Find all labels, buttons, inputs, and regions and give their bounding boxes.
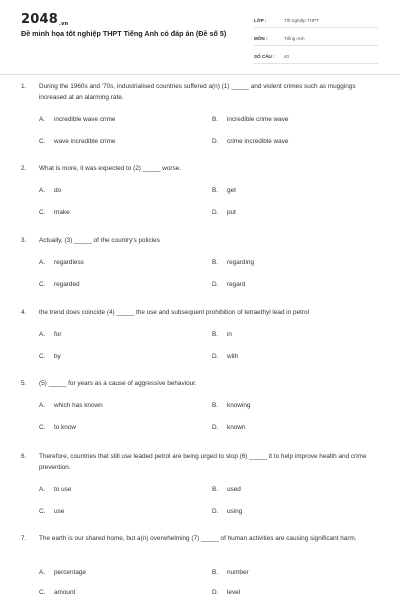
option-d[interactable] xyxy=(212,508,242,515)
option-text: to know xyxy=(54,424,77,431)
question-number: 7. xyxy=(21,535,27,542)
meta-row-class xyxy=(254,13,378,28)
logo-suffix: .vn xyxy=(58,21,69,27)
document-title: Đề minh họa tốt nghiệp THPT Tiếng Anh có đáp án (Đề số 5) xyxy=(21,29,227,38)
option-d[interactable] xyxy=(212,138,288,145)
option-letter: A. xyxy=(39,402,46,409)
option-text: regard xyxy=(227,281,246,288)
option-b[interactable] xyxy=(212,569,249,576)
option-text: put xyxy=(227,209,236,216)
question-number: 1. xyxy=(21,83,27,90)
question-text: What is more, it was expected to (2) _____ worse. xyxy=(39,165,182,172)
option-letter: A. xyxy=(39,569,46,576)
option-b[interactable] xyxy=(212,187,236,194)
question-7 xyxy=(21,533,381,544)
question-text: During the 1960s and '70s, industrialised countries suffered a(n) (1) _____ and violent crimes such as muggings increased at an alarming rate. xyxy=(39,83,356,101)
option-letter: D. xyxy=(212,138,219,145)
option-text: with xyxy=(227,353,239,360)
logo-text: 2048 xyxy=(21,12,58,27)
question-text: (5) _____ for years as a cause of aggressive behaviour. xyxy=(39,380,197,387)
option-text: using xyxy=(227,508,243,515)
question-text: The earth is our shared home, but a(n) overwhelming (7) _____ of human activities are causing significant harm. xyxy=(39,535,357,542)
option-text: incredible wave crime xyxy=(54,116,116,123)
option-letter: B. xyxy=(212,331,219,338)
option-text: make xyxy=(54,209,70,216)
option-text: crime incredible wave xyxy=(227,138,289,145)
header-divider xyxy=(0,74,400,75)
option-text: amount xyxy=(54,589,76,596)
question-3 xyxy=(21,235,381,246)
option-text: used xyxy=(227,486,241,493)
option-b[interactable] xyxy=(212,259,254,266)
option-letter: B. xyxy=(212,187,219,194)
option-letter: D. xyxy=(212,508,219,515)
meta-info xyxy=(254,13,378,67)
option-c[interactable] xyxy=(39,138,115,145)
option-text: known xyxy=(227,424,246,431)
option-letter: A. xyxy=(39,486,46,493)
option-letter: A. xyxy=(39,187,46,194)
option-text: level xyxy=(227,589,241,596)
option-d[interactable] xyxy=(212,424,245,431)
option-text: knowing xyxy=(227,402,251,409)
option-text: use xyxy=(54,508,65,515)
option-letter: A. xyxy=(39,331,46,338)
option-letter: C. xyxy=(39,209,46,216)
question-text: Therefore, countries that still use leaded petrol are being urged to stop (6) _____ it to help improve health and crime prevention. xyxy=(39,453,367,471)
option-c[interactable] xyxy=(39,281,80,288)
option-text: regarding xyxy=(227,259,255,266)
option-text: incredible crime wave xyxy=(227,116,289,123)
option-text: get xyxy=(227,187,236,194)
option-letter: A. xyxy=(39,116,46,123)
option-letter: C. xyxy=(39,281,46,288)
option-letter: D. xyxy=(212,281,219,288)
option-text: which has known xyxy=(54,402,103,409)
option-text: percentage xyxy=(54,569,86,576)
option-text: by xyxy=(54,353,61,360)
option-b[interactable] xyxy=(212,116,288,123)
question-number: 5. xyxy=(21,380,27,387)
option-d[interactable] xyxy=(212,209,236,216)
option-c[interactable] xyxy=(39,353,61,360)
meta-label: MÔN : xyxy=(254,35,268,41)
option-letter: B. xyxy=(212,486,219,493)
option-letter: D. xyxy=(212,424,219,431)
option-a[interactable] xyxy=(39,569,86,576)
question-5 xyxy=(21,378,381,389)
option-b[interactable] xyxy=(212,486,241,493)
site-logo[interactable] xyxy=(21,12,68,27)
option-a[interactable] xyxy=(39,402,103,409)
meta-value: Tốt nghiệp THPT xyxy=(284,17,319,23)
question-number: 2. xyxy=(21,165,27,172)
option-letter: C. xyxy=(39,424,46,431)
option-d[interactable] xyxy=(212,353,238,360)
option-letter: B. xyxy=(212,402,219,409)
question-text: Actually, (3) _____ of the country's policies xyxy=(39,237,160,244)
option-letter: C. xyxy=(39,138,46,145)
option-d[interactable] xyxy=(212,589,240,596)
option-b[interactable] xyxy=(212,331,232,338)
question-number: 6. xyxy=(21,453,27,460)
question-text: the trend does coincide (4) _____ the use and subsequent prohibition of tetraethyl lead in petrol xyxy=(39,309,310,316)
option-d[interactable] xyxy=(212,281,245,288)
option-a[interactable] xyxy=(39,259,84,266)
option-a[interactable] xyxy=(39,187,61,194)
meta-row-subject xyxy=(254,31,378,46)
meta-row-question-count xyxy=(254,49,378,64)
option-a[interactable] xyxy=(39,486,71,493)
option-letter: B. xyxy=(212,116,219,123)
option-text: regarded xyxy=(54,281,80,288)
option-text: number xyxy=(227,569,249,576)
option-a[interactable] xyxy=(39,331,61,338)
option-text: for xyxy=(54,331,62,338)
option-b[interactable] xyxy=(212,402,250,409)
option-letter: B. xyxy=(212,569,219,576)
option-letter: D. xyxy=(212,353,219,360)
option-c[interactable] xyxy=(39,209,70,216)
question-2 xyxy=(21,163,381,174)
option-letter: C. xyxy=(39,353,46,360)
option-text: do xyxy=(54,187,62,194)
option-text: wave incredible crime xyxy=(54,138,116,145)
question-4 xyxy=(21,307,381,318)
option-letter: C. xyxy=(39,508,46,515)
option-letter: B. xyxy=(212,259,219,266)
question-1 xyxy=(21,81,381,103)
question-number: 3. xyxy=(21,237,27,244)
meta-value: Tiếng Anh xyxy=(284,35,305,41)
option-text: to use xyxy=(54,486,72,493)
option-letter: A. xyxy=(39,259,46,266)
option-c[interactable] xyxy=(39,424,76,431)
meta-label: LỚP : xyxy=(254,17,267,23)
option-text: in xyxy=(227,331,232,338)
question-6 xyxy=(21,451,381,473)
option-letter: C. xyxy=(39,589,46,596)
meta-label: SỐ CÂU : xyxy=(254,53,275,59)
document-header xyxy=(0,0,400,72)
option-text: regardless xyxy=(54,259,84,266)
option-letter: D. xyxy=(212,209,219,216)
question-number: 4. xyxy=(21,309,27,316)
option-letter: D. xyxy=(212,589,219,596)
option-a[interactable] xyxy=(39,116,115,123)
option-c[interactable] xyxy=(39,508,64,515)
meta-value: 40 xyxy=(284,53,290,59)
option-c[interactable] xyxy=(39,589,75,596)
